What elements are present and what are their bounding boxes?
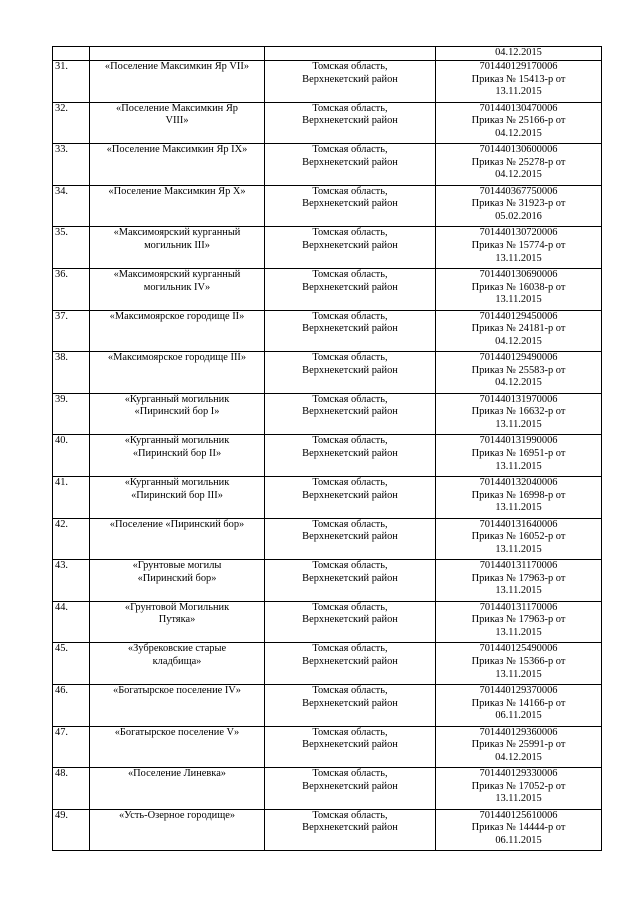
cell-document bbox=[436, 476, 602, 518]
cell-number bbox=[53, 435, 90, 477]
table-row bbox=[53, 435, 602, 477]
row-number: 38. bbox=[55, 352, 68, 364]
document-date: 04.12.2015 bbox=[495, 47, 542, 58]
object-name-line: «Поселение Максимкин Яр X» bbox=[108, 185, 246, 197]
object-name-line: «Поселение «Пиринский бор» bbox=[109, 518, 245, 530]
cell-name bbox=[90, 102, 265, 144]
registry-number: 701440129490006 bbox=[479, 352, 558, 364]
cell-location bbox=[265, 310, 436, 352]
table-row bbox=[53, 476, 602, 518]
cell-number bbox=[53, 726, 90, 768]
cell-number bbox=[53, 227, 90, 269]
row-number: 32. bbox=[55, 102, 68, 114]
order-date: 04.12.2015 bbox=[495, 169, 542, 181]
registry-number: 701440125490006 bbox=[479, 643, 558, 655]
order-number: Приказ № 14166-р от bbox=[471, 697, 566, 709]
location-line: Верхнекетский район bbox=[302, 531, 398, 543]
order-number: Приказ № 24181-р от bbox=[471, 323, 566, 335]
row-number: 41. bbox=[55, 476, 68, 488]
location-line: Томская область, bbox=[312, 227, 388, 239]
location-line: Томская область, bbox=[312, 476, 388, 488]
table-row bbox=[53, 227, 602, 269]
location-line: Верхнекетский район bbox=[302, 198, 398, 210]
cell-name bbox=[90, 476, 265, 518]
object-name-line: «Пиринский бор II» bbox=[132, 447, 222, 459]
table-row bbox=[53, 102, 602, 144]
table-row bbox=[53, 393, 602, 435]
registry-number: 701440130690006 bbox=[479, 268, 558, 280]
location-line: Верхнекетский район bbox=[302, 822, 398, 834]
table-row bbox=[53, 352, 602, 394]
location-line: Верхнекетский район bbox=[302, 73, 398, 85]
cell-document bbox=[436, 47, 602, 61]
row-number: 46. bbox=[55, 684, 68, 696]
object-name-line: «Максимоярское городище III» bbox=[107, 352, 247, 364]
cell-number bbox=[53, 47, 90, 61]
order-number: Приказ № 16951-р от bbox=[471, 447, 566, 459]
order-date: 13.11.2015 bbox=[495, 668, 542, 680]
cell-document bbox=[436, 185, 602, 227]
cell-name bbox=[90, 61, 265, 103]
registry-number: 701440129370006 bbox=[479, 684, 558, 696]
order-date: 13.11.2015 bbox=[495, 460, 542, 472]
cell-location bbox=[265, 185, 436, 227]
location-line: Верхнекетский район bbox=[302, 406, 398, 418]
table-row bbox=[53, 684, 602, 726]
cell-name bbox=[90, 47, 265, 61]
location-line: Томская область, bbox=[312, 268, 388, 280]
cell-name bbox=[90, 518, 265, 560]
cell-location bbox=[265, 768, 436, 810]
table-row bbox=[53, 726, 602, 768]
order-number: Приказ № 16038-р от bbox=[471, 281, 566, 293]
location-line: Верхнекетский район bbox=[302, 780, 398, 792]
location-line: Томская область, bbox=[312, 768, 388, 780]
object-name-line: «Пиринский бор III» bbox=[131, 489, 223, 501]
order-number: Приказ № 15413-р от bbox=[471, 73, 566, 85]
order-number: Приказ № 25583-р от bbox=[471, 364, 566, 376]
table-row bbox=[53, 310, 602, 352]
row-number: 33. bbox=[55, 144, 68, 156]
object-name-line: «Курганный могильник bbox=[124, 476, 230, 488]
location-line: Верхнекетский район bbox=[302, 697, 398, 709]
cell-number bbox=[53, 352, 90, 394]
cell-document bbox=[436, 643, 602, 685]
location-line: Томская область, bbox=[312, 435, 388, 447]
cell-document bbox=[436, 352, 602, 394]
order-number: Приказ № 17052-р от bbox=[471, 780, 566, 792]
object-name-line: «Поселение Максимкин Яр IX» bbox=[106, 144, 248, 156]
registry-number: 701440367750006 bbox=[479, 185, 558, 197]
object-name-line: «Курганный могильник bbox=[124, 435, 230, 447]
cell-document bbox=[436, 560, 602, 602]
row-number: 47. bbox=[55, 726, 68, 738]
location-line: Томская область, bbox=[312, 601, 388, 613]
cell-location bbox=[265, 47, 436, 61]
order-number: Приказ № 25991-р от bbox=[471, 739, 566, 751]
object-name-line: «Грунтовые могилы bbox=[132, 560, 222, 572]
order-date: 05.02.2016 bbox=[495, 210, 542, 222]
table-row bbox=[53, 144, 602, 186]
cell-name bbox=[90, 684, 265, 726]
table-row bbox=[53, 809, 602, 851]
cell-name bbox=[90, 809, 265, 851]
order-number: Приказ № 31923-р от bbox=[471, 198, 566, 210]
cell-name bbox=[90, 726, 265, 768]
cell-location bbox=[265, 518, 436, 560]
cell-name bbox=[90, 268, 265, 310]
registry-number: 701440131990006 bbox=[479, 435, 558, 447]
cell-number bbox=[53, 61, 90, 103]
cell-number bbox=[53, 393, 90, 435]
order-date: 13.11.2015 bbox=[495, 793, 542, 805]
location-line: Верхнекетский район bbox=[302, 572, 398, 584]
cell-name bbox=[90, 144, 265, 186]
cell-document bbox=[436, 435, 602, 477]
registry-number: 701440132040006 bbox=[479, 476, 558, 488]
object-name-line: «Максимоярский курганный bbox=[113, 268, 241, 280]
location-line: Верхнекетский район bbox=[302, 323, 398, 335]
cell-location bbox=[265, 684, 436, 726]
order-number: Приказ № 25278-р от bbox=[471, 156, 566, 168]
row-number: 45. bbox=[55, 643, 68, 655]
registry-number: 701440129360006 bbox=[479, 726, 558, 738]
registry-number: 701440130600006 bbox=[479, 144, 558, 156]
table-row bbox=[53, 768, 602, 810]
location-line: Томская область, bbox=[312, 726, 388, 738]
location-line: Верхнекетский район bbox=[302, 739, 398, 751]
cell-name bbox=[90, 227, 265, 269]
cell-document bbox=[436, 227, 602, 269]
location-line: Верхнекетский район bbox=[302, 489, 398, 501]
registry-number: 701440131170006 bbox=[479, 601, 558, 613]
object-name-line: «Богатырское поселение V» bbox=[114, 726, 240, 738]
registry-table-body bbox=[53, 47, 602, 851]
cell-number bbox=[53, 684, 90, 726]
location-line: Томская область, bbox=[312, 185, 388, 197]
cell-document bbox=[436, 768, 602, 810]
order-date: 04.12.2015 bbox=[495, 377, 542, 389]
location-line: Томская область, bbox=[312, 809, 388, 821]
table-row bbox=[53, 185, 602, 227]
cell-location bbox=[265, 352, 436, 394]
object-name-line: «Усть-Озерное городище» bbox=[118, 809, 236, 821]
row-number: 35. bbox=[55, 227, 68, 239]
location-line: Томская область, bbox=[312, 310, 388, 322]
row-number: 36. bbox=[55, 268, 68, 280]
cell-document bbox=[436, 601, 602, 643]
location-line: Томская область, bbox=[312, 102, 388, 114]
order-number: Приказ № 16632-р от bbox=[471, 406, 566, 418]
object-name-line: «Поселение Линевка» bbox=[127, 768, 227, 780]
cell-document bbox=[436, 144, 602, 186]
cell-number bbox=[53, 809, 90, 851]
registry-number: 701440131640006 bbox=[479, 518, 558, 530]
location-line: Верхнекетский район bbox=[302, 614, 398, 626]
location-line: Томская область, bbox=[312, 643, 388, 655]
cell-number bbox=[53, 144, 90, 186]
order-number: Приказ № 15774-р от bbox=[471, 239, 566, 251]
object-name-line: «Грунтовой Могильник bbox=[124, 601, 230, 613]
registry-number: 701440125610006 bbox=[479, 809, 558, 821]
order-date: 06.11.2015 bbox=[495, 834, 542, 846]
order-date: 13.11.2015 bbox=[495, 294, 542, 306]
location-line: Верхнекетский район bbox=[302, 655, 398, 667]
registry-number: 701440129450006 bbox=[479, 310, 558, 322]
location-line: Верхнекетский район bbox=[302, 239, 398, 251]
cell-number bbox=[53, 185, 90, 227]
row-number: 37. bbox=[55, 310, 68, 322]
row-number: 31. bbox=[55, 61, 68, 72]
location-line: Томская область, bbox=[312, 560, 388, 572]
cell-document bbox=[436, 726, 602, 768]
order-number: Приказ № 15366-р от bbox=[471, 655, 566, 667]
object-name-line: «Поселение Максимкин Яр VII» bbox=[104, 61, 250, 72]
row-number: 42. bbox=[55, 518, 68, 530]
order-date: 13.11.2015 bbox=[495, 543, 542, 555]
location-line: Верхнекетский район bbox=[302, 281, 398, 293]
cell-document bbox=[436, 268, 602, 310]
cell-location bbox=[265, 61, 436, 103]
location-line: Томская область, bbox=[312, 393, 388, 405]
object-name-line: могильник III» bbox=[144, 239, 210, 251]
row-number: 44. bbox=[55, 601, 68, 613]
registry-number: 701440130470006 bbox=[479, 102, 558, 114]
cell-location bbox=[265, 560, 436, 602]
order-number: Приказ № 17963-р от bbox=[471, 614, 566, 626]
cell-number bbox=[53, 768, 90, 810]
cell-number bbox=[53, 476, 90, 518]
table-row bbox=[53, 61, 602, 103]
cell-number bbox=[53, 518, 90, 560]
location-line: Томская область, bbox=[312, 684, 388, 696]
order-date: 13.11.2015 bbox=[495, 502, 542, 514]
cell-location bbox=[265, 601, 436, 643]
registry-number: 701440131170006 bbox=[479, 560, 558, 572]
row-number: 48. bbox=[55, 768, 68, 780]
object-name-line: «Поселение Максимкин Яр bbox=[116, 102, 238, 114]
object-name-line: могильник IV» bbox=[143, 281, 211, 293]
cell-number bbox=[53, 643, 90, 685]
order-date: 13.11.2015 bbox=[495, 418, 542, 430]
registry-number: 701440129330006 bbox=[479, 768, 558, 780]
cell-document bbox=[436, 684, 602, 726]
order-date: 13.11.2015 bbox=[495, 252, 542, 264]
cell-name bbox=[90, 352, 265, 394]
order-number: Приказ № 25166-р от bbox=[471, 115, 566, 127]
cell-name bbox=[90, 185, 265, 227]
object-name-line: VIII» bbox=[165, 115, 189, 127]
cell-location bbox=[265, 435, 436, 477]
registry-table bbox=[52, 46, 602, 851]
cell-location bbox=[265, 643, 436, 685]
row-number: 34. bbox=[55, 185, 68, 197]
object-name-line: «Богатырское поселение IV» bbox=[113, 684, 241, 696]
cell-number bbox=[53, 560, 90, 602]
cell-number bbox=[53, 102, 90, 144]
cell-name bbox=[90, 643, 265, 685]
object-name-line: «Пиринский бор I» bbox=[134, 406, 220, 418]
cell-location bbox=[265, 144, 436, 186]
order-date: 04.12.2015 bbox=[495, 335, 542, 347]
order-number: Приказ № 16998-р от bbox=[471, 489, 566, 501]
object-name-line: «Максимоярское городище II» bbox=[109, 310, 245, 322]
cell-name bbox=[90, 310, 265, 352]
order-date: 13.11.2015 bbox=[495, 86, 542, 98]
order-date: 04.12.2015 bbox=[495, 751, 542, 763]
location-line: Томская область, bbox=[312, 61, 388, 72]
cell-name bbox=[90, 601, 265, 643]
registry-number: 701440129170006 bbox=[479, 61, 558, 72]
location-line: Томская область, bbox=[312, 144, 388, 156]
row-number: 39. bbox=[55, 393, 68, 405]
cell-document bbox=[436, 809, 602, 851]
cell-location bbox=[265, 476, 436, 518]
location-line: Томская область, bbox=[312, 518, 388, 530]
registry-number: 701440130720006 bbox=[479, 227, 558, 239]
table-row bbox=[53, 643, 602, 685]
cell-location bbox=[265, 726, 436, 768]
location-line: Верхнекетский район bbox=[302, 115, 398, 127]
table-row bbox=[53, 518, 602, 560]
row-number: 40. bbox=[55, 435, 68, 447]
order-number: Приказ № 17963-р от bbox=[471, 572, 566, 584]
order-date: 04.12.2015 bbox=[495, 127, 542, 139]
cell-location bbox=[265, 809, 436, 851]
object-name-line: «Максимоярский курганный bbox=[113, 227, 241, 239]
cell-name bbox=[90, 435, 265, 477]
object-name-line: «Пиринский бор» bbox=[137, 572, 217, 584]
table-row bbox=[53, 601, 602, 643]
registry-number: 701440131970006 bbox=[479, 393, 558, 405]
order-date: 13.11.2015 bbox=[495, 626, 542, 638]
row-number: 43. bbox=[55, 560, 68, 572]
row-number: 49. bbox=[55, 809, 68, 821]
cell-number bbox=[53, 601, 90, 643]
table-row bbox=[53, 268, 602, 310]
object-name-line: Путяка» bbox=[158, 614, 196, 626]
cell-number bbox=[53, 310, 90, 352]
order-number: Приказ № 16052-р от bbox=[471, 531, 566, 543]
object-name-line: кладбища» bbox=[152, 655, 202, 667]
cell-document bbox=[436, 61, 602, 103]
cell-location bbox=[265, 227, 436, 269]
table-row-continuation bbox=[53, 47, 602, 61]
location-line: Верхнекетский район bbox=[302, 156, 398, 168]
order-date: 06.11.2015 bbox=[495, 710, 542, 722]
object-name-line: «Курганный могильник bbox=[124, 393, 230, 405]
cell-name bbox=[90, 393, 265, 435]
cell-document bbox=[436, 393, 602, 435]
cell-location bbox=[265, 102, 436, 144]
location-line: Верхнекетский район bbox=[302, 364, 398, 376]
cell-location bbox=[265, 393, 436, 435]
cell-name bbox=[90, 768, 265, 810]
order-date: 13.11.2015 bbox=[495, 585, 542, 597]
cell-document bbox=[436, 102, 602, 144]
cell-document bbox=[436, 310, 602, 352]
cell-document bbox=[436, 518, 602, 560]
cell-name bbox=[90, 560, 265, 602]
location-line: Верхнекетский район bbox=[302, 447, 398, 459]
cell-location bbox=[265, 268, 436, 310]
cell-number bbox=[53, 268, 90, 310]
object-name-line: «Зубрековские старые bbox=[127, 643, 227, 655]
table-row bbox=[53, 560, 602, 602]
order-number: Приказ № 14444-р от bbox=[471, 822, 566, 834]
location-line: Томская область, bbox=[312, 352, 388, 364]
